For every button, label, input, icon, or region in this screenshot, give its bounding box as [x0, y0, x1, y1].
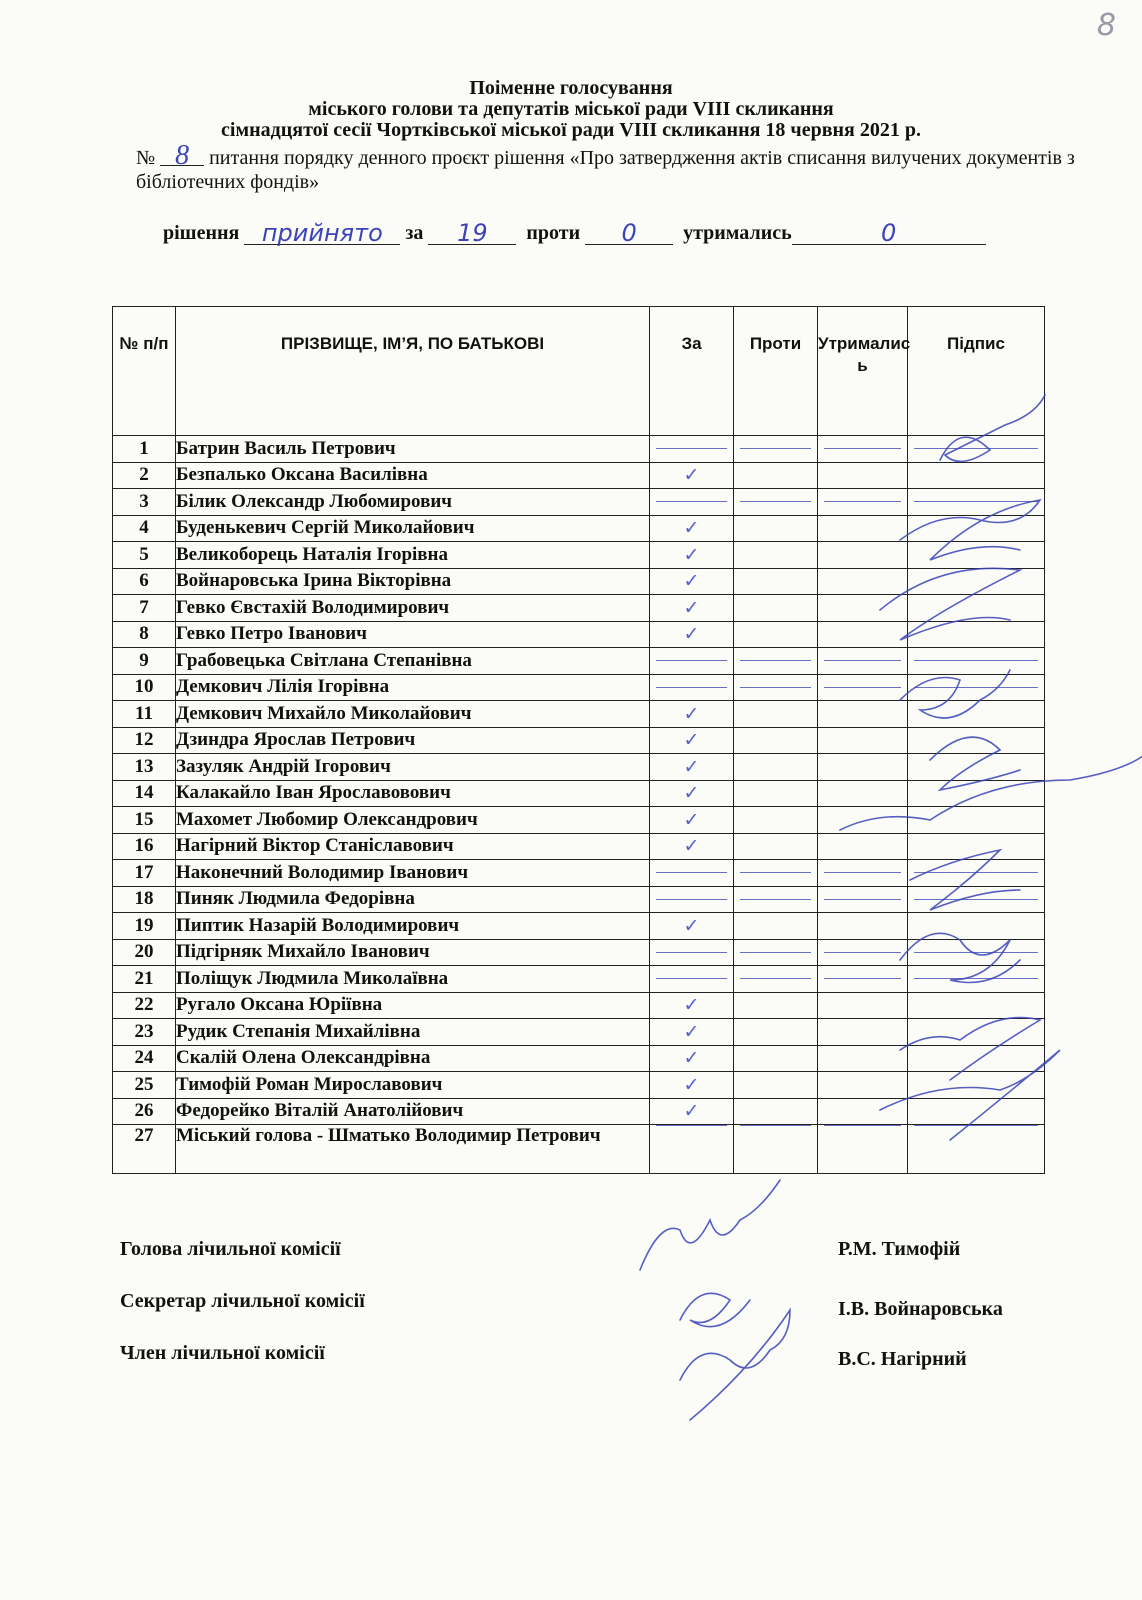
row-number: 24	[113, 1045, 176, 1072]
table-row	[113, 542, 1045, 569]
abstained-count: 0	[792, 222, 986, 245]
row-name: Міський голова - Шматько Володимир Петрович	[176, 1125, 650, 1174]
vote-abstained-cell	[818, 648, 908, 675]
vote-against-cell	[734, 674, 818, 701]
decision-line	[163, 219, 1053, 247]
vote-for-dash	[650, 436, 734, 463]
vote-abstained-cell	[818, 1045, 908, 1072]
against-label: проти	[526, 222, 581, 244]
signature-cell	[908, 807, 1045, 834]
table-row	[113, 727, 1045, 754]
vote-for-check-icon: ✓	[650, 595, 734, 622]
against-count: 0	[585, 222, 673, 245]
signature-cell	[908, 860, 1045, 887]
vote-against-cell	[734, 489, 818, 516]
vote-against-cell	[734, 1045, 818, 1072]
row-number: 18	[113, 886, 176, 913]
row-number: 1	[113, 436, 176, 463]
signature-cell	[908, 621, 1045, 648]
decision-value: прийнято	[244, 222, 400, 245]
row-name: Ругало Оксана Юріївна	[176, 992, 650, 1019]
vote-abstained-cell	[818, 939, 908, 966]
signature-cell	[908, 833, 1045, 860]
signature-cell	[908, 568, 1045, 595]
table-row	[113, 1072, 1045, 1099]
table-row	[113, 515, 1045, 542]
vote-against-cell	[734, 939, 818, 966]
vote-abstained-cell	[818, 966, 908, 993]
table-row	[113, 489, 1045, 516]
abstained-label: утримались	[683, 222, 792, 244]
vote-against-cell	[734, 754, 818, 781]
row-name: Гевко Євстахій Володимирович	[176, 595, 650, 622]
question-number: 8	[160, 147, 204, 166]
vote-for-dash	[650, 966, 734, 993]
signature-cell	[908, 1098, 1045, 1125]
vote-for-dash	[650, 489, 734, 516]
row-name: Пиптик Назарій Володимирович	[176, 913, 650, 940]
vote-against-cell	[734, 462, 818, 489]
table-row	[113, 754, 1045, 781]
row-number: 20	[113, 939, 176, 966]
row-number: 23	[113, 1019, 176, 1046]
signature-cell	[908, 489, 1045, 516]
table-row	[113, 886, 1045, 913]
header-num: № п/п	[113, 307, 176, 436]
table-row	[113, 1125, 1045, 1174]
vote-for-check-icon: ✓	[650, 515, 734, 542]
row-number: 21	[113, 966, 176, 993]
table-row	[113, 1045, 1045, 1072]
chair-name: Р.М. Тимофій	[838, 1238, 961, 1260]
table-row	[113, 992, 1045, 1019]
row-name: Калакайло Іван Ярославовович	[176, 780, 650, 807]
table-row	[113, 966, 1045, 993]
signature-cell	[908, 886, 1045, 913]
signature-cell	[908, 1125, 1045, 1174]
vote-abstained-cell	[818, 436, 908, 463]
row-name: Батрин Василь Петрович	[176, 436, 650, 463]
vote-against-cell	[734, 966, 818, 993]
signature-cell	[908, 939, 1045, 966]
row-number: 16	[113, 833, 176, 860]
signature-cell	[908, 966, 1045, 993]
header-title: Поіменне голосування	[469, 77, 673, 99]
vote-abstained-cell	[818, 568, 908, 595]
table-row	[113, 1098, 1045, 1125]
row-number: 3	[113, 489, 176, 516]
row-number: 6	[113, 568, 176, 595]
signature-cell	[908, 1072, 1045, 1099]
table-row	[113, 860, 1045, 887]
vote-for-dash	[650, 648, 734, 675]
row-number: 17	[113, 860, 176, 887]
row-number: 11	[113, 701, 176, 728]
row-name: Нагірний Віктор Станіславович	[176, 833, 650, 860]
signature-cell	[908, 462, 1045, 489]
vote-for-check-icon: ✓	[650, 754, 734, 781]
row-name: Дзиндра Ярослав Петрович	[176, 727, 650, 754]
page-number: 8	[1096, 8, 1116, 43]
vote-abstained-cell	[818, 754, 908, 781]
header-against: Проти	[734, 307, 818, 436]
table-row	[113, 621, 1045, 648]
header-for: За	[650, 307, 734, 436]
secretary-role: Секретар лічильної комісії	[120, 1290, 365, 1312]
vote-abstained-cell	[818, 860, 908, 887]
row-number: 26	[113, 1098, 176, 1125]
row-number: 7	[113, 595, 176, 622]
vote-against-cell	[734, 436, 818, 463]
signature-cell	[908, 648, 1045, 675]
vote-abstained-cell	[818, 462, 908, 489]
vote-against-cell	[734, 807, 818, 834]
row-name: Рудик Степанія Михайлівна	[176, 1019, 650, 1046]
row-number: 25	[113, 1072, 176, 1099]
row-name: Великоборець Наталія Ігорівна	[176, 542, 650, 569]
table-row	[113, 939, 1045, 966]
chair-role: Голова лічильної комісії	[120, 1238, 341, 1260]
vote-against-cell	[734, 701, 818, 728]
vote-abstained-cell	[818, 992, 908, 1019]
vote-against-cell	[734, 1019, 818, 1046]
vote-abstained-cell	[818, 727, 908, 754]
vote-against-cell	[734, 913, 818, 940]
row-number: 4	[113, 515, 176, 542]
vote-against-cell	[734, 780, 818, 807]
vote-abstained-cell	[818, 1098, 908, 1125]
row-number: 2	[113, 462, 176, 489]
signature-cell	[908, 754, 1045, 781]
vote-for-check-icon: ✓	[650, 727, 734, 754]
row-number: 10	[113, 674, 176, 701]
row-number: 15	[113, 807, 176, 834]
commission-signature-3	[680, 1310, 790, 1420]
table-row	[113, 807, 1045, 834]
vote-abstained-cell	[818, 595, 908, 622]
document-header	[0, 78, 1142, 141]
row-number: 9	[113, 648, 176, 675]
signature-cell	[908, 1045, 1045, 1072]
vote-for-dash	[650, 939, 734, 966]
header-signature: Підпис	[908, 307, 1045, 436]
vote-for-check-icon: ✓	[650, 913, 734, 940]
vote-abstained-cell	[818, 1072, 908, 1099]
vote-against-cell	[734, 568, 818, 595]
table-row	[113, 1019, 1045, 1046]
row-name: Махомет Любомир Олександрович	[176, 807, 650, 834]
decision-label: рішення	[163, 222, 240, 244]
row-name: Федорейко Віталій Анатолійович	[176, 1098, 650, 1125]
header-subtitle: міського голови та депутатів міської ради VIII скликання	[308, 98, 834, 120]
vote-abstained-cell	[818, 489, 908, 516]
row-name: Демкович Лілія Ігорівна	[176, 674, 650, 701]
agenda-question	[136, 140, 1076, 194]
row-name: Білик Олександр Любомирович	[176, 489, 650, 516]
vote-abstained-cell	[818, 515, 908, 542]
commission-signature-2	[680, 1293, 750, 1326]
header-abstained: Утрималис ь	[818, 307, 908, 436]
row-name: Зазуляк Андрій Ігорович	[176, 754, 650, 781]
vote-against-cell	[734, 595, 818, 622]
row-name: Демкович Михайло Миколайович	[176, 701, 650, 728]
vote-abstained-cell	[818, 621, 908, 648]
signature-cell	[908, 436, 1045, 463]
vote-for-dash	[650, 886, 734, 913]
vote-against-cell	[734, 860, 818, 887]
vote-for-check-icon: ✓	[650, 542, 734, 569]
signature-cell	[908, 727, 1045, 754]
question-text: питання порядку денного проєкт рішення «Про затвердження актів списання вилучених документів з бібліотечних фондів»	[136, 147, 1075, 193]
vote-for-check-icon: ✓	[650, 1072, 734, 1099]
secretary-name: І.В. Войнаровська	[838, 1298, 1003, 1320]
vote-for-check-icon: ✓	[650, 568, 734, 595]
signature-cell	[908, 1019, 1045, 1046]
header-name: ПРІЗВИЩЕ, ІМ’Я, ПО БАТЬКОВІ	[176, 307, 650, 436]
table-row	[113, 701, 1045, 728]
table-row	[113, 674, 1045, 701]
row-name: Скалій Олена Олександрівна	[176, 1045, 650, 1072]
vote-for-check-icon: ✓	[650, 807, 734, 834]
table-row	[113, 568, 1045, 595]
signature-cell	[908, 515, 1045, 542]
table-row	[113, 913, 1045, 940]
signature-cell	[908, 992, 1045, 1019]
table-row	[113, 648, 1045, 675]
vote-abstained-cell	[818, 833, 908, 860]
table-row	[113, 780, 1045, 807]
member-role: Член лічильної комісії	[120, 1342, 325, 1364]
for-count: 19	[428, 222, 516, 245]
row-number: 14	[113, 780, 176, 807]
vote-for-check-icon: ✓	[650, 701, 734, 728]
signature-cell	[908, 913, 1045, 940]
vote-for-check-icon: ✓	[650, 1045, 734, 1072]
vote-abstained-cell	[818, 701, 908, 728]
vote-for-check-icon: ✓	[650, 1019, 734, 1046]
table-row	[113, 436, 1045, 463]
row-name: Войнаровська Ірина Вікторівна	[176, 568, 650, 595]
vote-against-cell	[734, 648, 818, 675]
row-name: Буденькевич Сергій Миколайович	[176, 515, 650, 542]
vote-against-cell	[734, 1072, 818, 1099]
row-name: Поліщук Людмила Миколаївна	[176, 966, 650, 993]
vote-for-check-icon: ✓	[650, 1098, 734, 1125]
vote-abstained-cell	[818, 807, 908, 834]
table-row	[113, 595, 1045, 622]
vote-for-check-icon: ✓	[650, 621, 734, 648]
vote-against-cell	[734, 1098, 818, 1125]
vote-for-check-icon: ✓	[650, 462, 734, 489]
signature-cell	[908, 674, 1045, 701]
vote-against-cell	[734, 992, 818, 1019]
vote-against-cell	[734, 727, 818, 754]
vote-against-cell	[734, 542, 818, 569]
row-number: 27	[113, 1125, 176, 1174]
row-name: Пиняк Людмила Федорівна	[176, 886, 650, 913]
vote-against-cell	[734, 621, 818, 648]
vote-for-dash	[650, 1125, 734, 1174]
table-row	[113, 833, 1045, 860]
signature-cell	[908, 780, 1045, 807]
vote-abstained-cell	[818, 1019, 908, 1046]
table-header-row	[113, 307, 1045, 436]
table-row	[113, 462, 1045, 489]
vote-abstained-cell	[818, 542, 908, 569]
vote-abstained-cell	[818, 1125, 908, 1174]
vote-abstained-cell	[818, 674, 908, 701]
vote-abstained-cell	[818, 780, 908, 807]
row-number: 19	[113, 913, 176, 940]
vote-for-check-icon: ✓	[650, 833, 734, 860]
vote-for-check-icon: ✓	[650, 780, 734, 807]
row-number: 13	[113, 754, 176, 781]
row-name: Наконечний Володимир Іванович	[176, 860, 650, 887]
vote-for-dash	[650, 860, 734, 887]
signature-cell	[908, 701, 1045, 728]
roll-call-table	[112, 306, 1045, 1174]
row-number: 5	[113, 542, 176, 569]
vote-abstained-cell	[818, 886, 908, 913]
row-number: 22	[113, 992, 176, 1019]
question-number-prefix: №	[136, 147, 156, 169]
member-name: В.С. Нагірний	[838, 1348, 967, 1370]
commission-signature-1	[640, 1180, 780, 1270]
row-name: Тимофій Роман Мирославович	[176, 1072, 650, 1099]
row-number: 12	[113, 727, 176, 754]
row-name: Підгірняк Михайло Іванович	[176, 939, 650, 966]
for-label: за	[405, 222, 424, 244]
vote-against-cell	[734, 1125, 818, 1174]
row-number: 8	[113, 621, 176, 648]
vote-for-check-icon: ✓	[650, 992, 734, 1019]
vote-against-cell	[734, 515, 818, 542]
row-name: Безпалько Оксана Василівна	[176, 462, 650, 489]
vote-against-cell	[734, 886, 818, 913]
row-name: Гевко Петро Іванович	[176, 621, 650, 648]
vote-abstained-cell	[818, 913, 908, 940]
row-name: Грабовецька Світлана Степанівна	[176, 648, 650, 675]
vote-against-cell	[734, 833, 818, 860]
vote-for-dash	[650, 674, 734, 701]
signature-cell	[908, 542, 1045, 569]
signature-cell	[908, 595, 1045, 622]
header-session: сімнадцятої сесії Чортківської міської ради VIII скликання 18 червня 2021 р.	[221, 119, 921, 141]
